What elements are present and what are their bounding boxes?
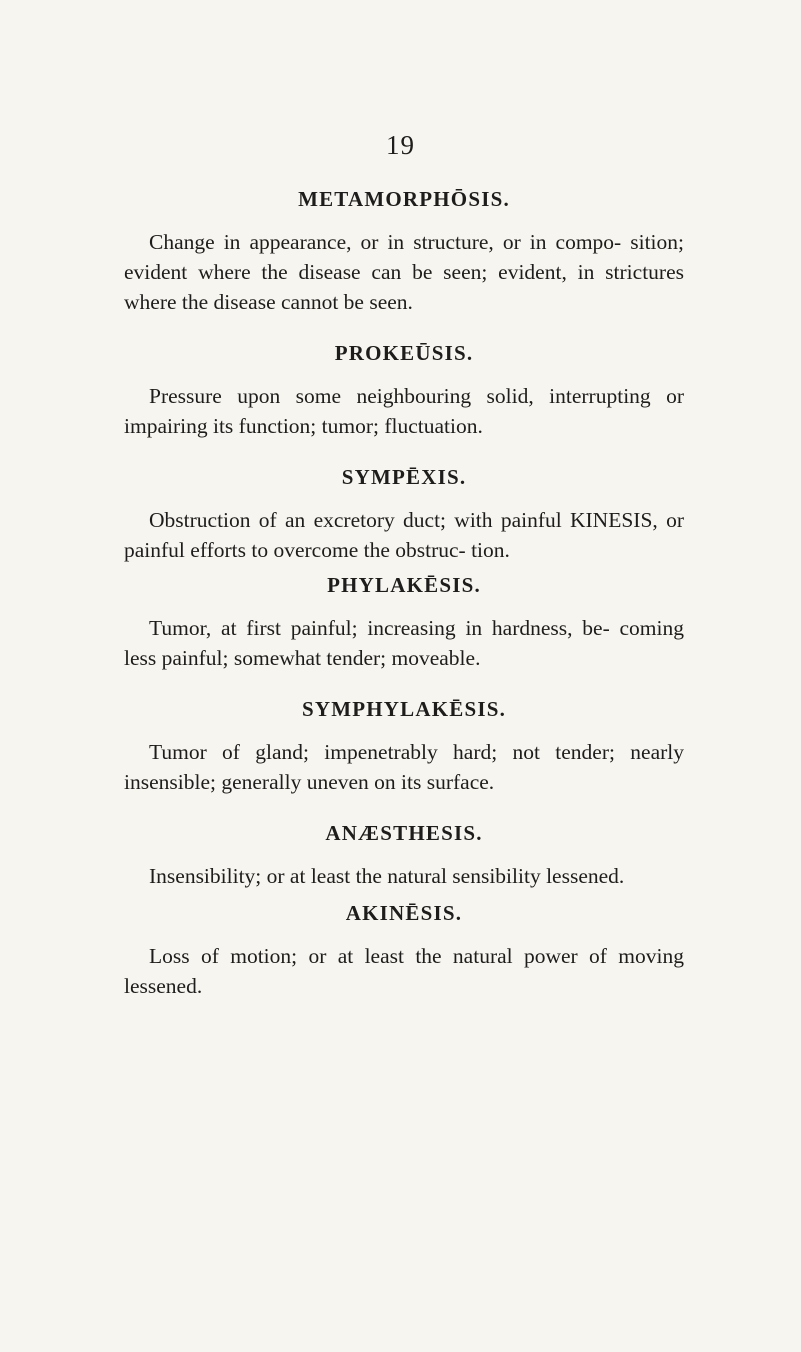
term-heading: ANÆSTHESIS.	[325, 821, 483, 845]
term-definition: Obstruction of an excretory duct; with painful KINESIS, or painful efforts to overcome the obstruc- tion.	[124, 508, 684, 562]
term-heading: PHYLAKĒSIS.	[327, 573, 481, 597]
term-definition: Loss of motion; or at least the natural power of moving lessened.	[124, 944, 684, 998]
glossary-content	[124, 185, 684, 1001]
glossary-entry-prokeusis	[124, 339, 684, 441]
term-heading: AKINĒSIS.	[345, 901, 463, 925]
term-definition: Tumor of gland; impenetrably hard; not tender; nearly insensible; generally uneven on its surface.	[124, 740, 684, 794]
glossary-entry-anaesthesis	[124, 819, 684, 891]
glossary-entry-metamorphosis	[124, 185, 684, 317]
term-heading: PROKEŪSIS.	[334, 341, 474, 365]
term-heading: SYMPHYLAKĒSIS.	[301, 697, 507, 721]
glossary-entry-sympexis	[124, 463, 684, 565]
term-definition: Change in appearance, or in structure, or in compo- sition; evident where the disease can be seen; evident, in strictures where the disease cannot be seen.	[124, 230, 684, 314]
term-heading: METAMORPHŌSIS.	[298, 187, 510, 211]
term-heading: SYMPĒXIS.	[341, 465, 467, 489]
glossary-entry-symphylakesis	[124, 695, 684, 797]
term-definition: Tumor, at first painful; increasing in hardness, be- coming less painful; somewhat tender; moveable.	[124, 616, 684, 670]
page-number: 19	[386, 130, 415, 160]
glossary-entry-phylakesis	[124, 571, 684, 673]
term-definition: Insensibility; or at least the natural sensibility lessened.	[149, 864, 625, 888]
glossary-entry-akinesis	[124, 899, 684, 1001]
term-definition: Pressure upon some neighbouring solid, interrupting or impairing its function; tumor; fluctuation.	[124, 384, 684, 438]
